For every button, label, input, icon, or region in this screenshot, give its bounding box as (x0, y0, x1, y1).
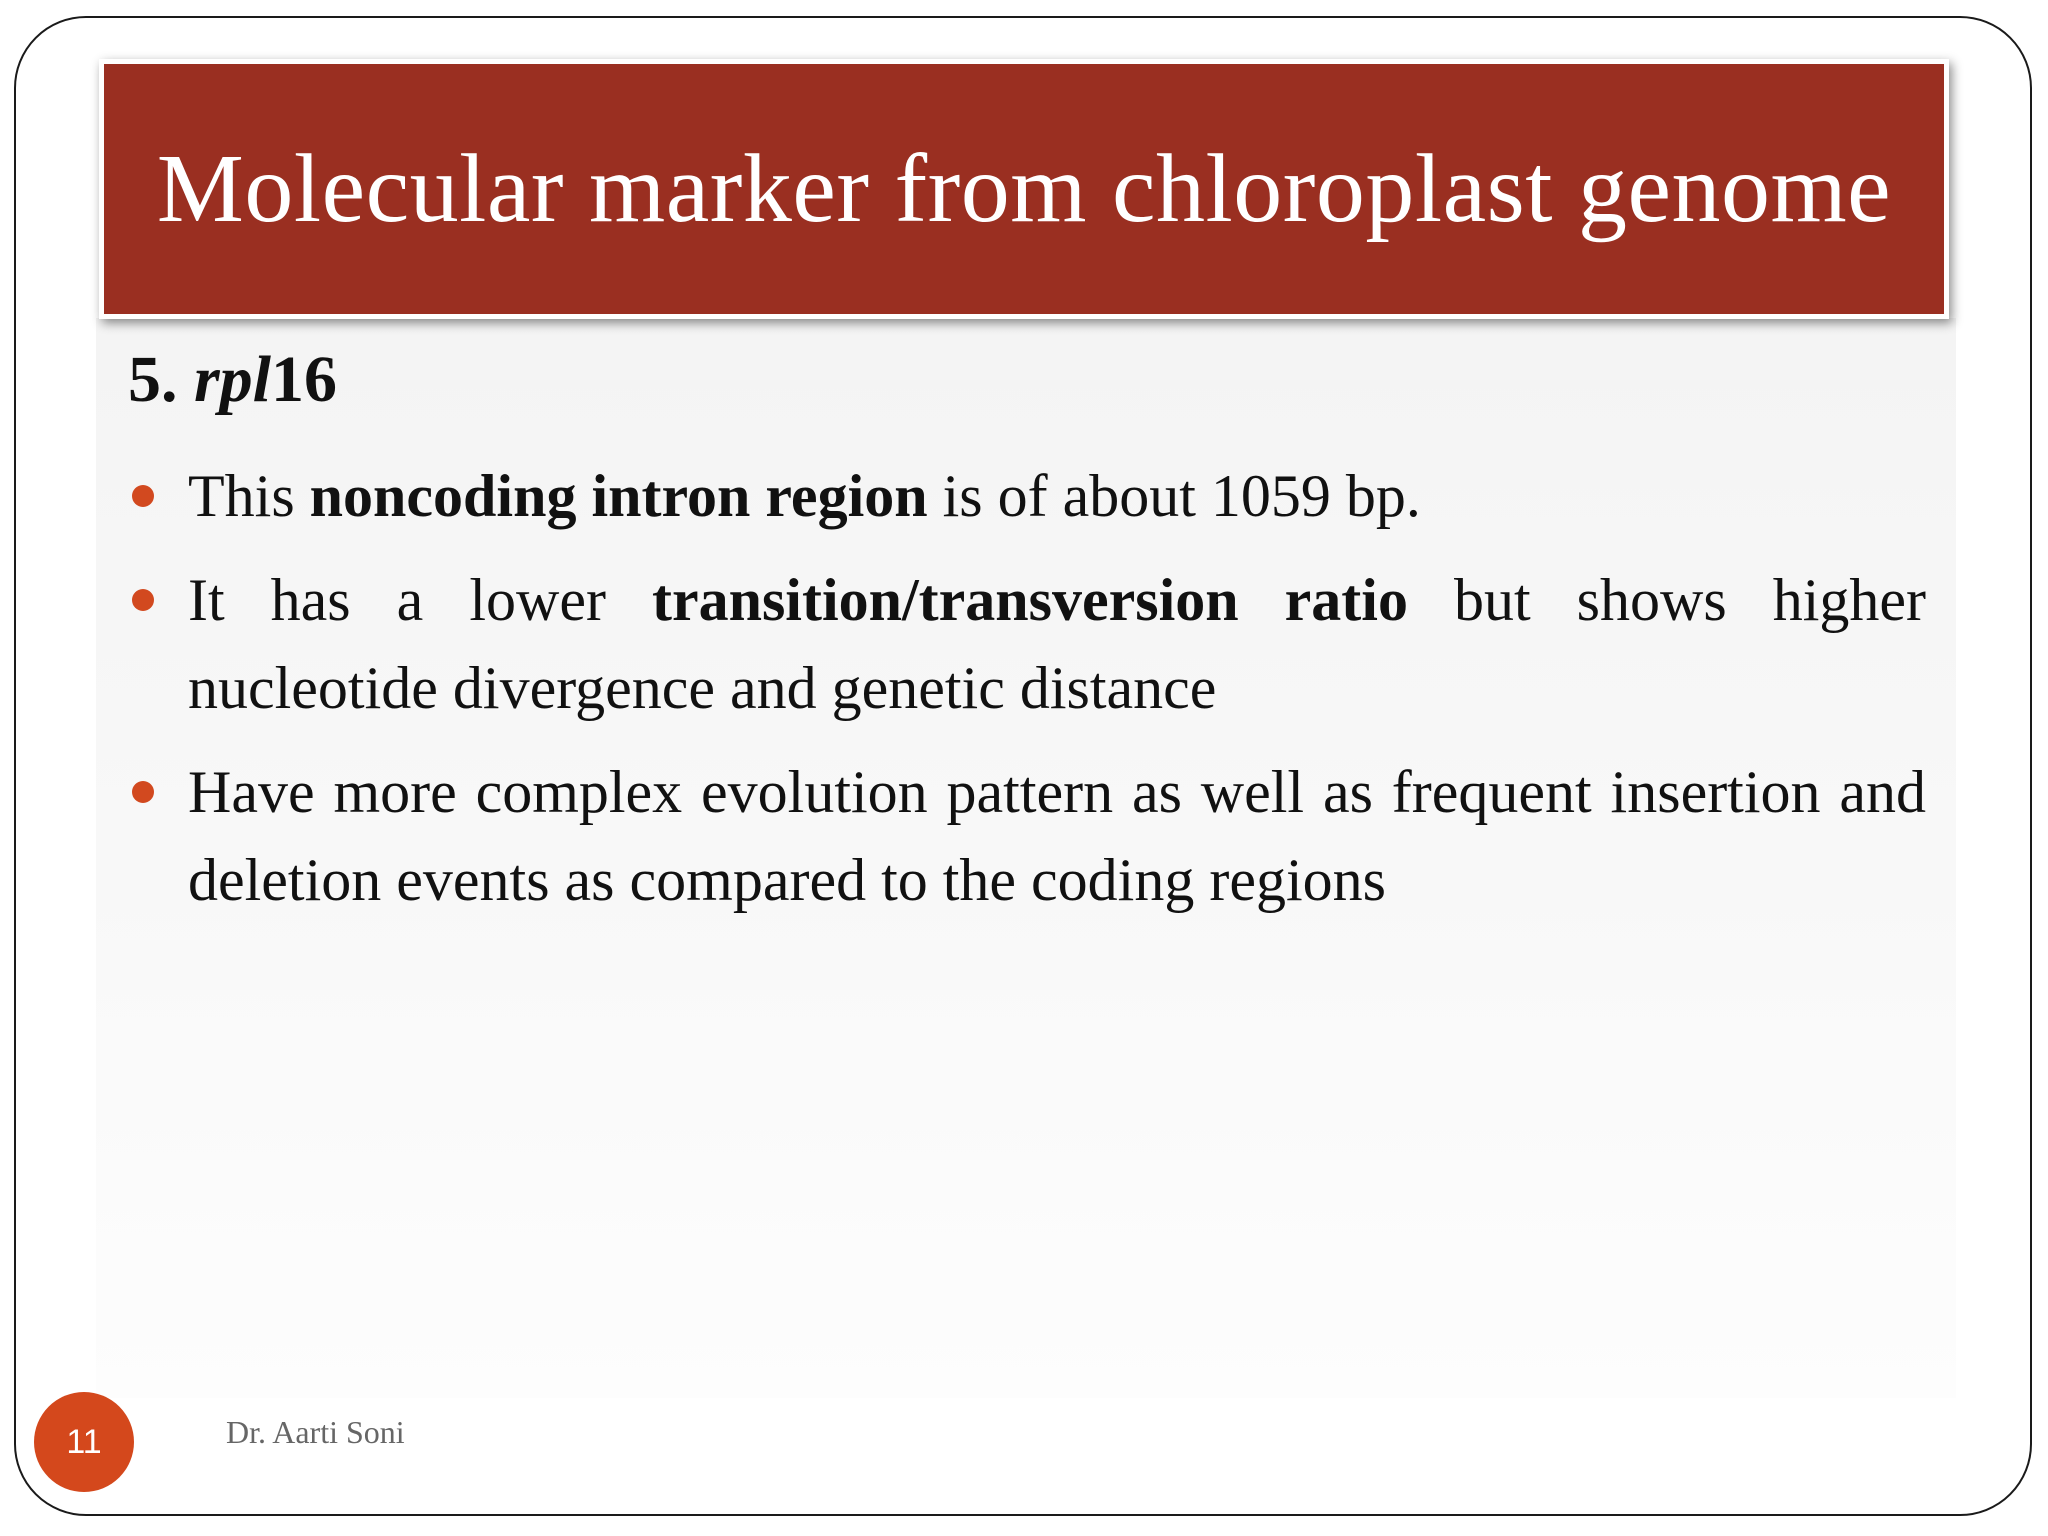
heading-gene-suffix: 16 (271, 343, 338, 416)
bullet-item (128, 452, 1926, 540)
author-footer: Dr. Aarti Soni (226, 1414, 405, 1450)
bullet-dot-icon (132, 781, 154, 803)
bullet-dot-icon (132, 589, 154, 611)
slide-title: Molecular marker from chloroplast genome (156, 135, 1892, 243)
bullet-text: Have more complex evolution pattern as well as frequent insertion and deletion events as compared to the coding regions (188, 759, 1926, 913)
bullet-item (128, 556, 1926, 732)
bullet-bold-text: noncoding intron region (309, 463, 928, 529)
heading-gene-italic: rpl (194, 343, 272, 416)
heading-number: 5. (128, 343, 178, 416)
page-number-badge: 11 (34, 1392, 134, 1492)
title-banner (104, 64, 1944, 314)
bullet-item (128, 748, 1926, 924)
bullet-list (128, 452, 1926, 940)
bullet-text: is of about 1059 bp. (927, 463, 1421, 529)
bullet-text: It has a lower (188, 567, 652, 633)
bullet-text: This (188, 463, 310, 529)
bullet-text: but shows higher nucleotide divergence and genetic distance (188, 567, 1927, 721)
bullet-dot-icon (132, 485, 154, 507)
bullet-bold-text: transition/transversion ratio (651, 567, 1408, 633)
section-heading (128, 342, 337, 418)
